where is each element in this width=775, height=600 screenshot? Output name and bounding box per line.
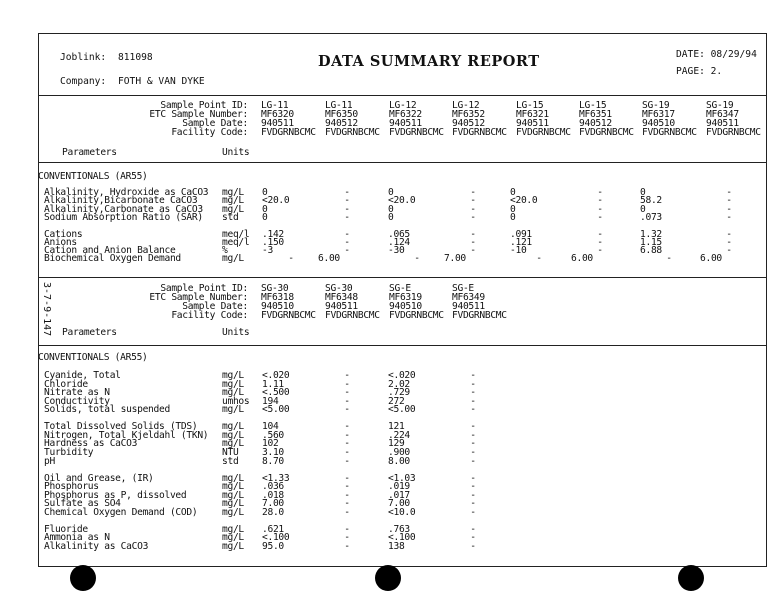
sample-column-value: MF6322: [389, 109, 422, 120]
unit: %: [222, 245, 228, 257]
sample-column-value: 940511: [389, 118, 422, 129]
cell-value: -: [470, 378, 476, 390]
sample-column-value: LG-15: [579, 100, 607, 111]
cell-value: .900: [388, 446, 410, 458]
parameter-name: Conductivity: [44, 395, 110, 407]
cell-value: -: [666, 253, 672, 265]
cell-value: 0: [510, 187, 516, 198]
parameter-name: Fluoride: [44, 523, 88, 535]
cell-value: -: [414, 253, 420, 265]
cell-value: 6.00: [571, 253, 593, 265]
cell-value: <.020: [262, 370, 290, 381]
cell-value: <1.03: [388, 472, 416, 484]
sample-column-value: MF6321: [516, 109, 549, 120]
cell-value: 6.00: [700, 253, 722, 265]
parameter-name: Oil and Grease, (IR): [44, 472, 154, 484]
cell-value: -: [726, 211, 732, 223]
sample-header-label: Sample Date:: [182, 301, 248, 312]
sample-column-value: FVDGRNBCMC: [325, 310, 380, 321]
cell-value: <5.00: [388, 404, 416, 416]
company-value: FOTH & VAN DYKE: [118, 76, 205, 87]
sample-column-value: LG-11: [261, 100, 289, 111]
unit: mg/L: [222, 472, 244, 484]
sample-column-value: 940510: [389, 301, 422, 312]
unit: mg/L: [222, 489, 244, 501]
parameter-name: Chemical Oxygen Demand (COD): [44, 506, 198, 518]
divider: [38, 162, 767, 163]
cell-value: -: [470, 446, 476, 458]
sample-column-value: SG-E: [452, 283, 474, 294]
cell-value: <10.0: [388, 506, 416, 518]
cell-value: -: [470, 498, 476, 510]
cell-value: .036: [262, 481, 284, 493]
sample-column-value: 940511: [261, 118, 294, 129]
cell-value: -10: [510, 245, 527, 257]
parameter-name: Nitrate as N: [44, 387, 110, 399]
sample-column-value: LG-15: [516, 100, 544, 111]
cell-value: .150: [262, 236, 284, 248]
parameters-header: Parameters: [62, 327, 117, 338]
cell-value: .017: [388, 489, 410, 501]
unit: mg/L: [222, 506, 244, 518]
unit: mg/L: [222, 253, 244, 265]
sample-column-value: FVDGRNBCMC: [261, 310, 316, 321]
cell-value: -: [470, 472, 476, 484]
unit: mg/L: [222, 378, 244, 390]
sample-column-value: MF6318: [261, 292, 294, 303]
sample-column-value: SG-19: [642, 100, 670, 111]
parameter-name: Solids, total suspended: [44, 404, 170, 416]
cell-value: -: [344, 506, 350, 518]
cell-value: -: [597, 211, 603, 223]
sample-column-value: 940512: [325, 118, 358, 129]
sample-header-label: Facility Code:: [171, 127, 248, 138]
cell-value: <.100: [262, 532, 290, 544]
cell-value: -: [726, 187, 732, 198]
divider: [38, 95, 767, 96]
cell-value: -: [470, 404, 476, 416]
cell-value: -: [597, 187, 603, 198]
cell-value: -: [344, 195, 350, 207]
sample-column-value: FVDGRNBCMC: [261, 127, 316, 138]
cell-value: 0: [510, 203, 516, 215]
cell-value: 6.00: [318, 253, 340, 265]
cell-value: -30: [388, 245, 405, 257]
cell-value: -: [344, 532, 350, 544]
sample-header-label: Sample Point ID:: [160, 283, 248, 294]
parameter-name: Alkalinity, Hydroxide as CaCO3: [44, 187, 209, 198]
cell-value: -: [344, 455, 350, 467]
divider: [38, 277, 767, 278]
cell-value: -: [344, 387, 350, 399]
unit: std: [222, 455, 239, 467]
cell-value: -: [597, 228, 603, 240]
cell-value: 6.88: [640, 245, 662, 257]
sample-column-value: MF6348: [325, 292, 358, 303]
parameter-name: Chloride: [44, 378, 88, 390]
sample-column-value: FVDGRNBCMC: [325, 127, 380, 138]
cell-value: -: [597, 203, 603, 215]
cell-value: -: [344, 489, 350, 501]
cell-value: -: [470, 236, 476, 248]
punch-hole: [375, 565, 401, 591]
cell-value: .019: [388, 481, 410, 493]
cell-value: 1.32: [640, 228, 662, 240]
sample-header-label: ETC Sample Number:: [149, 292, 248, 303]
cell-value: -: [288, 253, 294, 265]
unit: mg/L: [222, 438, 244, 450]
cell-value: 1.11: [262, 378, 284, 390]
cell-value: -: [344, 541, 350, 552]
parameter-name: Hardness as CaCO3: [44, 438, 138, 450]
unit: mg/L: [222, 421, 244, 433]
parameter-name: Sodium Absorption Ratio (SAR): [44, 211, 203, 223]
cell-value: -: [344, 472, 350, 484]
sample-column-value: MF6352: [452, 109, 485, 120]
parameter-name: Anions: [44, 236, 77, 248]
sample-column-value: FVDGRNBCMC: [706, 127, 761, 138]
cell-value: <20.0: [262, 195, 290, 207]
cell-value: -: [344, 228, 350, 240]
cell-value: -: [470, 489, 476, 501]
cell-value: -: [344, 523, 350, 535]
sample-column-value: MF6317: [642, 109, 675, 120]
cell-value: -: [470, 370, 476, 381]
parameter-name: Cation and Anion Balance: [44, 245, 176, 257]
unit: mg/L: [222, 481, 244, 493]
sample-column-value: 940511: [516, 118, 549, 129]
sample-header-label: Sample Point ID:: [160, 100, 248, 111]
cell-value: 0: [388, 211, 394, 223]
cell-value: -: [344, 187, 350, 198]
report-title: DATA SUMMARY REPORT: [318, 53, 540, 70]
cell-value: -: [470, 523, 476, 535]
company-label: Company:: [60, 76, 107, 87]
cell-value: .621: [262, 523, 284, 535]
cell-value: .073: [640, 211, 662, 223]
cell-value: -: [344, 203, 350, 215]
cell-value: -: [470, 541, 476, 552]
cell-value: -: [470, 387, 476, 399]
parameter-name: Ammonia as N: [44, 532, 110, 544]
parameter-name: Cations: [44, 228, 83, 240]
punch-hole: [70, 565, 96, 591]
cell-value: -: [344, 438, 350, 450]
cell-value: -: [344, 421, 350, 433]
sample-column-value: LG-12: [452, 100, 480, 111]
cell-value: -: [470, 455, 476, 467]
sample-column-value: SG-30: [325, 283, 353, 294]
cell-value: 1.15: [640, 236, 662, 248]
cell-value: -: [470, 228, 476, 240]
sample-column-value: LG-11: [325, 100, 353, 111]
cell-value: -: [470, 187, 476, 198]
divider: [38, 345, 767, 346]
sample-column-value: SG-19: [706, 100, 734, 111]
cell-value: 0: [388, 203, 394, 215]
cell-value: <5.00: [262, 404, 290, 416]
sample-column-value: FVDGRNBCMC: [389, 127, 444, 138]
parameter-name: Cyanide, Total: [44, 370, 121, 381]
unit: mg/L: [222, 532, 244, 544]
cell-value: -: [344, 429, 350, 441]
sample-column-value: 940511: [452, 301, 485, 312]
cell-value: -: [470, 481, 476, 493]
cell-value: .124: [388, 236, 410, 248]
sample-header-label: ETC Sample Number:: [149, 109, 248, 120]
cell-value: 0: [262, 211, 268, 223]
cell-value: -3: [262, 245, 273, 257]
unit: mg/L: [222, 404, 244, 416]
parameter-name: Turbidity: [44, 446, 94, 458]
section-title: CONVENTIONALS (AR55): [38, 352, 148, 363]
page-number: PAGE: 2.: [676, 66, 723, 77]
cell-value: 8.00: [388, 455, 410, 467]
units-header: Units: [222, 327, 250, 338]
cell-value: -: [726, 236, 732, 248]
cell-value: 121: [388, 421, 405, 433]
parameter-name: Phosphorus as P, dissolved: [44, 489, 187, 501]
parameter-name: Alkalinity,Bicarbonate CaCO3: [44, 195, 198, 207]
handwritten-note: 3-7-9-147: [41, 282, 52, 337]
cell-value: -: [470, 245, 476, 257]
sample-column-value: MF6347: [706, 109, 739, 120]
sample-column-value: SG-30: [261, 283, 289, 294]
unit: mg/L: [222, 187, 244, 198]
cell-value: 2.02: [388, 378, 410, 390]
cell-value: -: [470, 429, 476, 441]
unit: std: [222, 211, 239, 223]
sample-column-value: 940510: [261, 301, 294, 312]
sample-column-value: MF6350: [325, 109, 358, 120]
unit: umhos: [222, 395, 250, 407]
parameter-name: Total Dissolved Solids (TDS): [44, 421, 198, 433]
cell-value: 7.00: [388, 498, 410, 510]
cell-value: -: [344, 370, 350, 381]
unit: meq/l: [222, 236, 250, 248]
unit: mg/L: [222, 541, 244, 552]
cell-value: 194: [262, 395, 279, 407]
sample-column-value: FVDGRNBCMC: [389, 310, 444, 321]
unit: mg/L: [222, 370, 244, 381]
unit: mg/L: [222, 523, 244, 535]
sample-column-value: 940512: [579, 118, 612, 129]
cell-value: -: [726, 228, 732, 240]
joblink-label: Joblink:: [60, 52, 107, 63]
unit: meq/l: [222, 228, 250, 240]
sample-header-label: Sample Date:: [182, 118, 248, 129]
sample-column-value: 940512: [452, 118, 485, 129]
cell-value: -: [726, 245, 732, 257]
cell-value: -: [470, 421, 476, 433]
cell-value: 102: [262, 438, 279, 450]
cell-value: -: [470, 395, 476, 407]
cell-value: <.500: [262, 387, 290, 399]
section-title: CONVENTIONALS (AR55): [38, 171, 148, 182]
cell-value: 0: [510, 211, 516, 223]
sample-column-value: FVDGRNBCMC: [642, 127, 697, 138]
cell-value: 0: [262, 203, 268, 215]
cell-value: .065: [388, 228, 410, 240]
cell-value: 0: [640, 187, 646, 198]
parameter-name: Sulfate as SO4: [44, 498, 121, 510]
cell-value: -: [344, 481, 350, 493]
cell-value: .729: [388, 387, 410, 399]
cell-value: 8.70: [262, 455, 284, 467]
cell-value: -: [470, 438, 476, 450]
cell-value: 138: [388, 541, 405, 552]
cell-value: -: [470, 195, 476, 207]
cell-value: .763: [388, 523, 410, 535]
parameters-header: Parameters: [62, 147, 117, 158]
parameter-name: pH: [44, 455, 55, 467]
units-header: Units: [222, 147, 250, 158]
sample-column-value: FVDGRNBCMC: [452, 127, 507, 138]
sample-column-value: FVDGRNBCMC: [452, 310, 507, 321]
cell-value: -: [344, 211, 350, 223]
cell-value: 3.10: [262, 446, 284, 458]
cell-value: -: [470, 532, 476, 544]
sample-column-value: MF6349: [452, 292, 485, 303]
unit: mg/L: [222, 195, 244, 207]
unit: mg/L: [222, 387, 244, 399]
cell-value: -: [344, 245, 350, 257]
cell-value: -: [470, 203, 476, 215]
unit: mg/L: [222, 429, 244, 441]
cell-value: <20.0: [510, 195, 538, 207]
sample-column-value: MF6319: [389, 292, 422, 303]
sample-column-value: LG-12: [389, 100, 417, 111]
cell-value: 7.00: [262, 498, 284, 510]
cell-value: .018: [262, 489, 284, 501]
sample-column-value: 940511: [325, 301, 358, 312]
sample-column-value: MF6351: [579, 109, 612, 120]
cell-value: 95.0: [262, 541, 284, 552]
cell-value: -: [536, 253, 542, 265]
cell-value: 104: [262, 421, 279, 433]
cell-value: .091: [510, 228, 532, 240]
cell-value: .560: [262, 429, 284, 441]
cell-value: -: [726, 195, 732, 207]
cell-value: 7.00: [444, 253, 466, 265]
cell-value: 0: [388, 187, 394, 198]
cell-value: -: [344, 446, 350, 458]
cell-value: <20.0: [388, 195, 416, 207]
unit: NTU: [222, 446, 239, 458]
sample-column-value: FVDGRNBCMC: [516, 127, 571, 138]
cell-value: -: [344, 498, 350, 510]
parameter-name: Phosphorus: [44, 481, 99, 493]
cell-value: -: [597, 195, 603, 207]
cell-value: <.020: [388, 370, 416, 381]
cell-value: .224: [388, 429, 410, 441]
cell-value: -: [470, 211, 476, 223]
sample-header-label: Facility Code:: [171, 310, 248, 321]
cell-value: .142: [262, 228, 284, 240]
cell-value: 28.0: [262, 506, 284, 518]
parameter-name: Nitrogen, Total Kjeldahl (TKN): [44, 429, 209, 441]
cell-value: -: [597, 245, 603, 257]
parameter-name: Alkalinity,Carbonate as CaCO3: [44, 203, 203, 215]
cell-value: .121: [510, 236, 532, 248]
cell-value: 0: [262, 187, 268, 198]
cell-value: <.100: [388, 532, 416, 544]
cell-value: 0: [640, 203, 646, 215]
cell-value: -: [344, 378, 350, 390]
unit: mg/L: [222, 498, 244, 510]
cell-value: <1.33: [262, 472, 290, 484]
sample-column-value: MF6320: [261, 109, 294, 120]
cell-value: -: [344, 404, 350, 416]
cell-value: -: [344, 395, 350, 407]
unit: mg/L: [222, 203, 244, 215]
cell-value: 58.2: [640, 195, 662, 207]
parameter-name: Biochemical Oxygen Demand: [44, 253, 181, 265]
cell-value: -: [726, 203, 732, 215]
sample-column-value: 940511: [706, 118, 739, 129]
cell-value: 129: [388, 438, 405, 450]
report-date: DATE: 08/29/94: [676, 49, 757, 60]
cell-value: -: [597, 236, 603, 248]
parameter-name: Alkalinity as CaCO3: [44, 541, 149, 552]
joblink-value: 811098: [118, 52, 153, 63]
cell-value: 272: [388, 395, 405, 407]
cell-value: -: [470, 506, 476, 518]
cell-value: -: [344, 236, 350, 248]
sample-column-value: 940510: [642, 118, 675, 129]
punch-hole: [678, 565, 704, 591]
sample-column-value: FVDGRNBCMC: [579, 127, 634, 138]
sample-column-value: SG-E: [389, 283, 411, 294]
